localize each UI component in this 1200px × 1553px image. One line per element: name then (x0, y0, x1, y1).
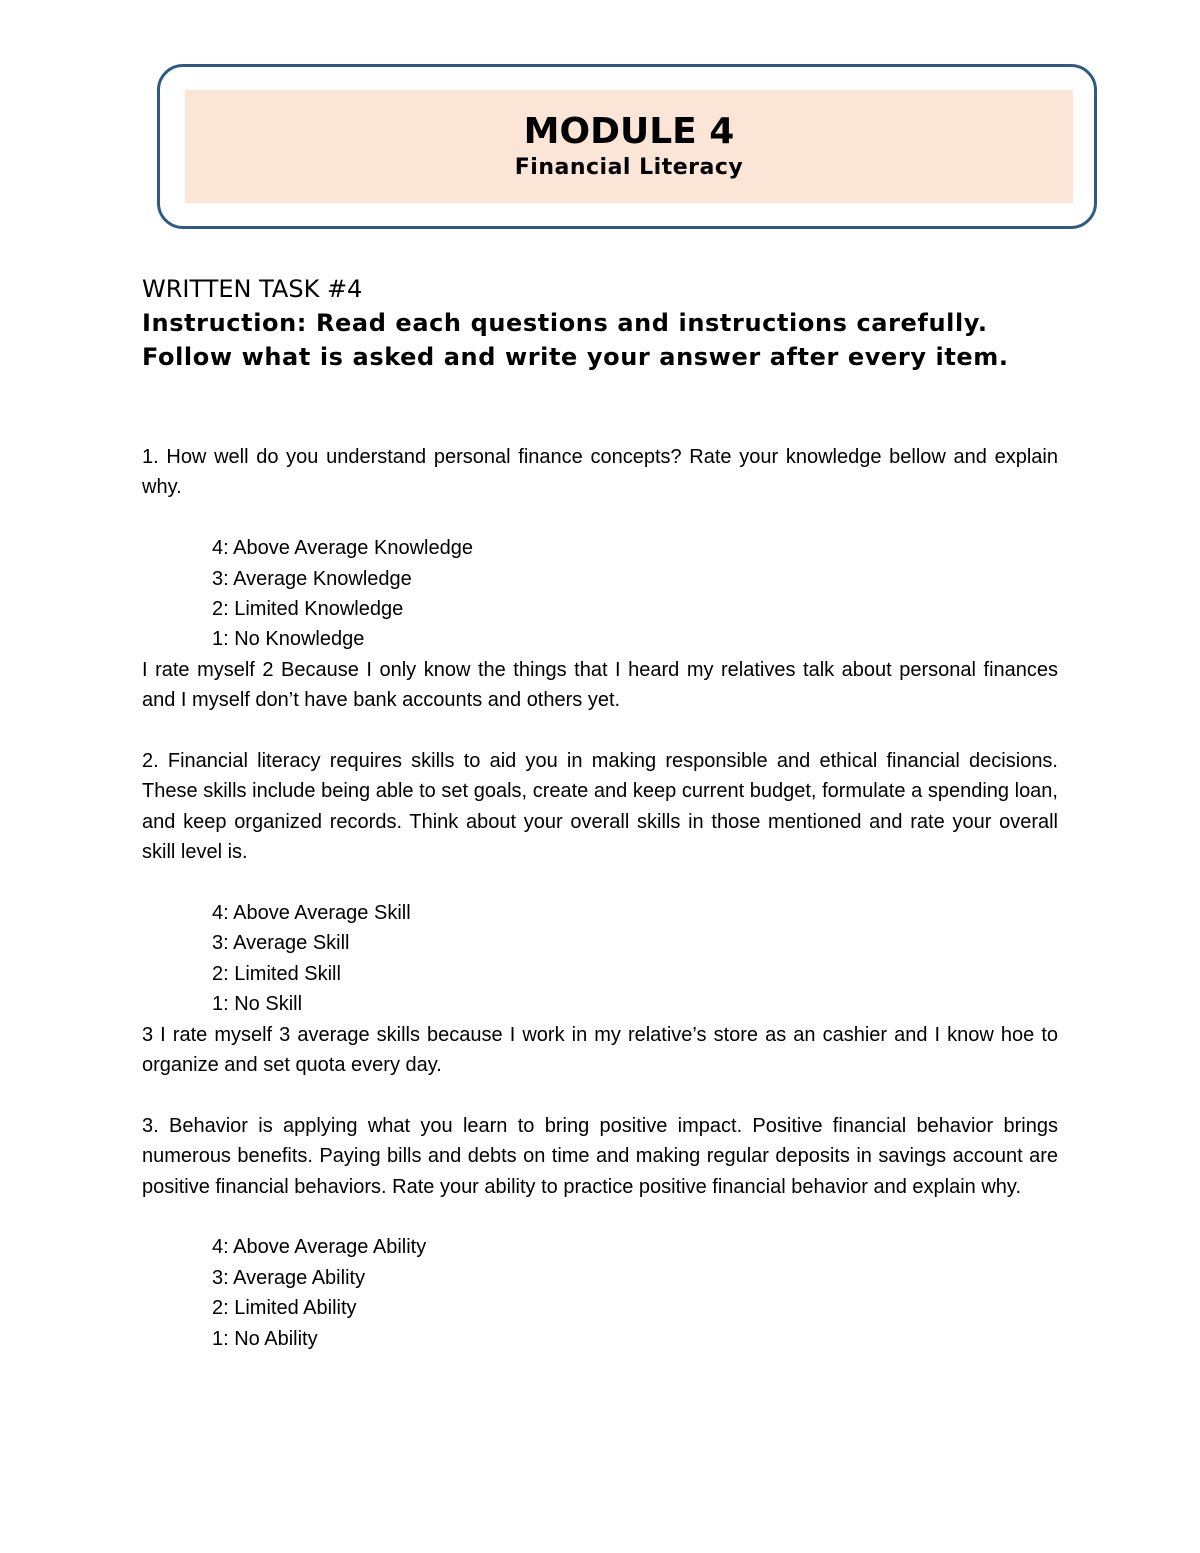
question-1-option: 2: Limited Knowledge (212, 598, 404, 621)
task-title: WRITTEN TASK #4 (142, 275, 363, 303)
question-1-text: 1. How well do you understand personal finance concepts? Rate your knowledge bellow and explain why. (142, 446, 1058, 499)
task-instruction: Instruction: Read each questions and instructions carefully. Follow what is asked and write your answer after every item. (142, 309, 1009, 371)
question-1-answer: I rate myself 2 Because I only know the things that I heard my relatives talk about personal finances and I myself don’t have bank accounts and others yet. (142, 658, 1058, 712)
question-3-option: 4: Above Average Ability (212, 1236, 427, 1259)
question-2-option: 1: No Skill (212, 993, 303, 1016)
module-title: MODULE 4 (523, 111, 735, 152)
module-header (185, 90, 1073, 203)
question-3-option: 1: No Ability (212, 1327, 318, 1350)
question-2-option: 4: Above Average Skill (212, 902, 411, 925)
question-3-option: 2: Limited Ability (212, 1297, 357, 1320)
question-2-option: 2: Limited Skill (212, 962, 341, 985)
question-3-option: 3: Average Ability (212, 1266, 366, 1289)
question-3-text: 3. Behavior is applying what you learn to bring positive impact. Positive financial behavior brings numerous benefits. Paying bills and debts on time and making regular deposits in savings account are positive financial behaviors. Rate your ability to practice positive financial behavior and explain why. (142, 1114, 1058, 1198)
module-subtitle: Financial Literacy (514, 155, 744, 180)
question-2-option: 3: Average Skill (212, 932, 350, 955)
question-1-option: 3: Average Knowledge (212, 567, 412, 590)
question-2-text: 2. Financial literacy requires skills to aid you in making responsible and ethical financial decisions. These skills include being able to set goals, create and keep current budget, formulate a spending loan, and keep organized records. Think about your overall skills in those mentioned and rate your overall skill level is. (142, 750, 1058, 864)
written-task (142, 272, 1060, 374)
question-1-option: 4: Above Average Knowledge (212, 537, 473, 560)
question-1-option: 1: No Knowledge (212, 628, 365, 651)
questions-list (142, 442, 1058, 1354)
question-2-answer: 3 I rate myself 3 average skills because I work in my relative’s store as an cashier and I know hoe to organize and set quota every day. (142, 1023, 1058, 1077)
